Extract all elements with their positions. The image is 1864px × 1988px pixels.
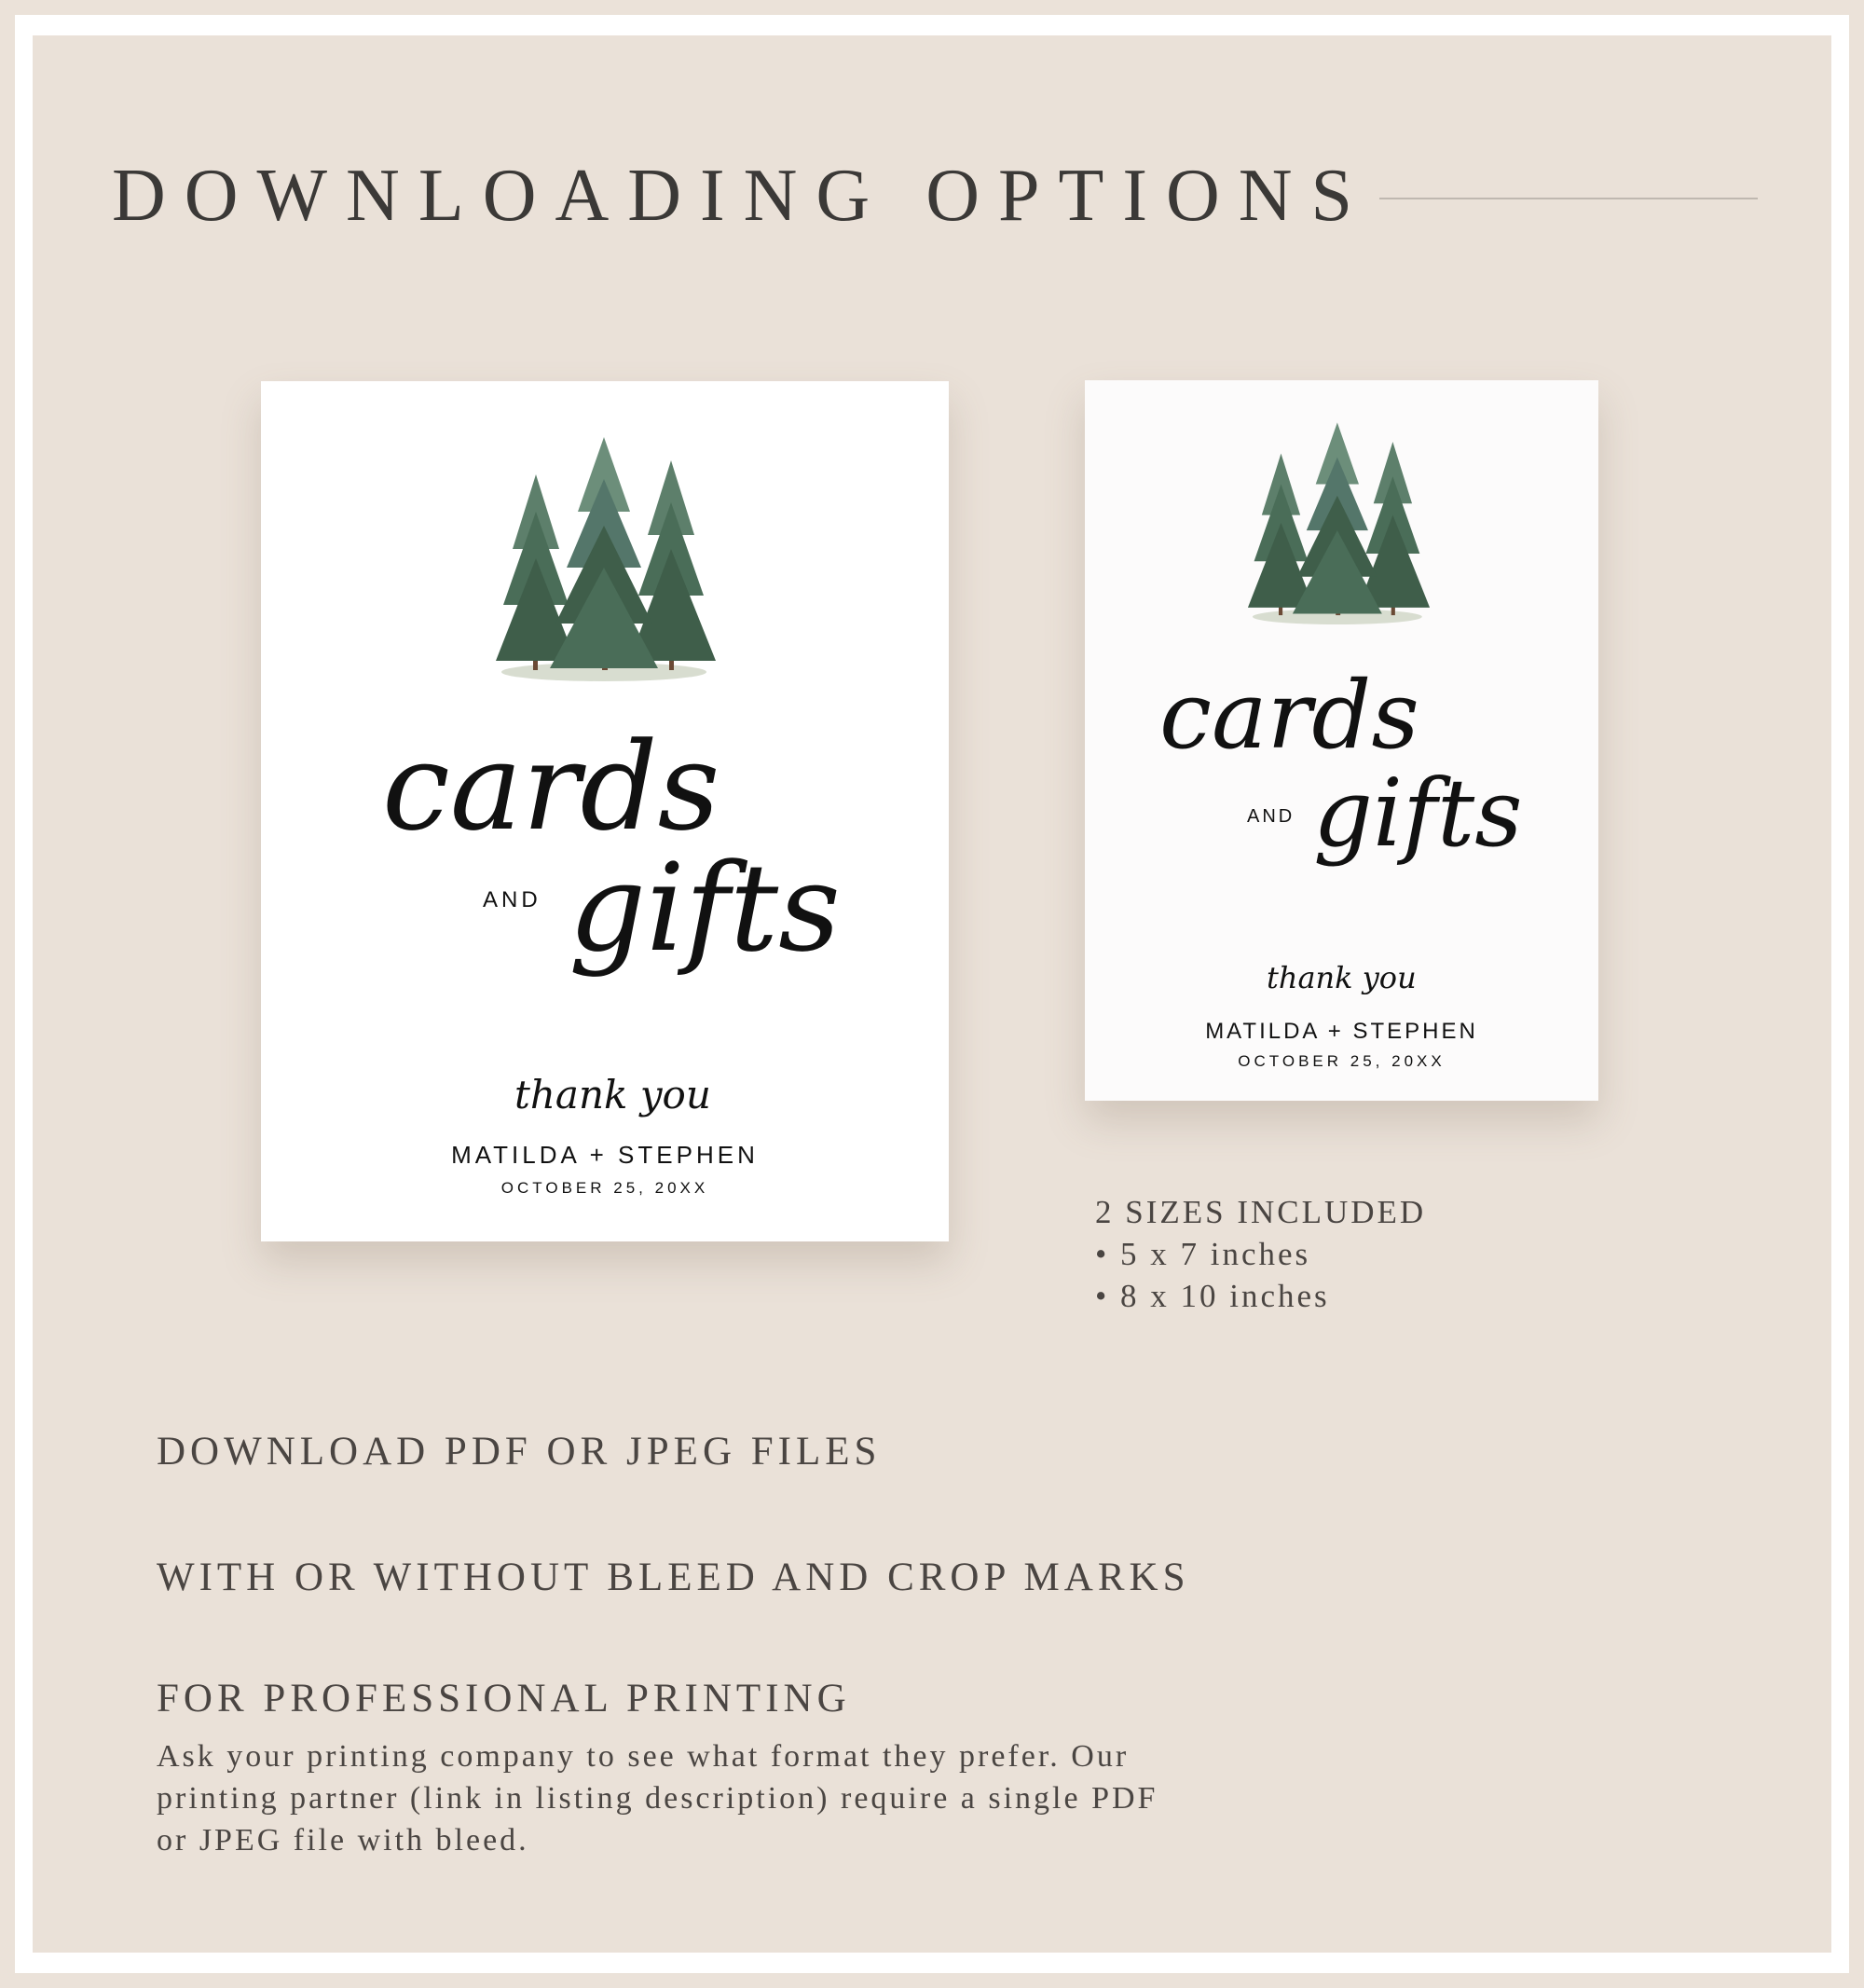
card-thank-you: thank you	[1267, 960, 1417, 995]
card-thank-you: thank you	[514, 1072, 711, 1117]
page-title: DOWNLOADING OPTIONS	[112, 155, 1372, 237]
tree-left	[1248, 453, 1314, 615]
feature-professional-printing: FOR PROFESSIONAL PRINTING	[157, 1677, 851, 1721]
pine-trees-illustration	[485, 437, 727, 689]
pine-trees-illustration	[1239, 419, 1439, 634]
feature-bleed-crop: WITH OR WITHOUT BLEED AND CROP MARKS	[157, 1556, 1190, 1599]
card-date: OCTOBER 25, 20XX	[500, 1179, 709, 1197]
tree-right	[629, 460, 716, 670]
feature-download-formats: DOWNLOAD PDF OR JPEG FILES	[157, 1430, 882, 1474]
heading-divider	[1379, 198, 1758, 199]
card-word-gifts: gifts	[1313, 759, 1523, 868]
tree-left	[496, 474, 576, 670]
card-names: MATILDA + STEPHEN	[451, 1141, 759, 1169]
card-preview-large	[261, 381, 949, 1241]
card-connector: AND	[1247, 806, 1295, 827]
card-names: MATILDA + STEPHEN	[1205, 1019, 1478, 1044]
sizes-info	[1095, 1191, 1426, 1317]
tree-right	[1358, 442, 1430, 615]
sizes-title: 2 SIZES INCLUDED	[1095, 1194, 1427, 1230]
card-word-cards: cards	[382, 716, 720, 857]
size-item-8x10: • 8 x 10 inches	[1095, 1275, 1426, 1317]
sizes-list	[1095, 1233, 1426, 1317]
card-connector: AND	[483, 887, 541, 912]
printing-note: Ask your printing company to see what format they prefer. Our printing partner (link in listing description) require a single PDF or JPEG file with bleed.	[157, 1739, 1158, 1858]
card-preview-small	[1085, 380, 1598, 1101]
card-word-gifts: gifts	[569, 837, 841, 979]
card-word-cards: cards	[1159, 661, 1419, 770]
size-item-5x7: • 5 x 7 inches	[1095, 1233, 1426, 1275]
card-date: OCTOBER 25, 20XX	[1238, 1052, 1446, 1070]
